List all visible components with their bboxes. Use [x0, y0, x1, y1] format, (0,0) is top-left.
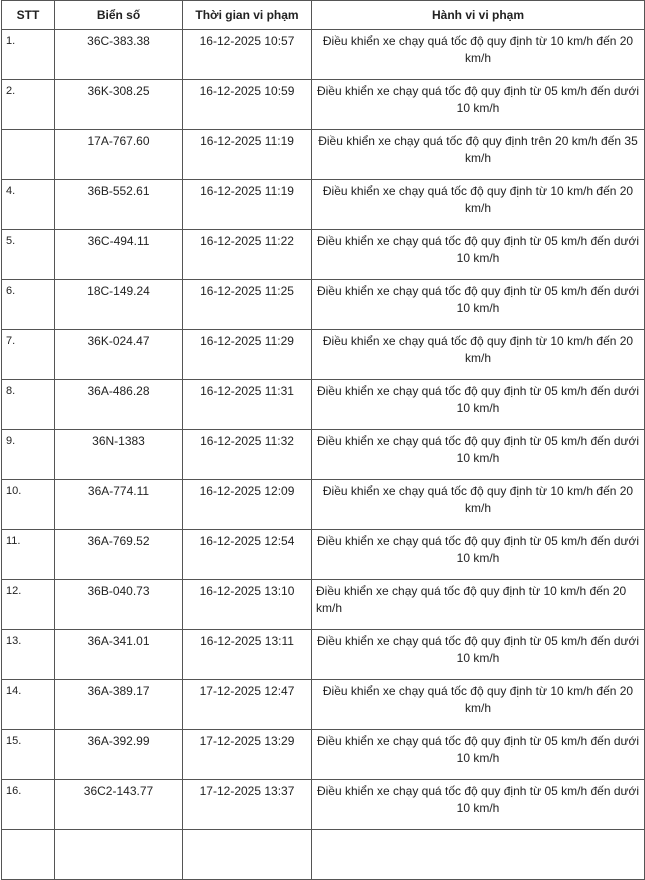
header-time: Thời gian vi phạm	[183, 1, 312, 30]
row-stt: 15.	[2, 730, 55, 780]
row-plate: 36A-389.17	[55, 680, 183, 730]
row-violation: Điều khiển xe chạy quá tốc độ quy định từ 05 km/h đến dưới 10 km/h	[312, 430, 645, 480]
row-plate: 36A-486.28	[55, 380, 183, 430]
row-time: 16-12-2025 11:25	[183, 280, 312, 330]
row-stt: 9.	[2, 430, 55, 480]
row-time: 16-12-2025 10:59	[183, 80, 312, 130]
row-time: 16-12-2025 10:57	[183, 30, 312, 80]
row-stt: 16.	[2, 780, 55, 830]
row-violation: Điều khiển xe chạy quá tốc độ quy định từ 10 km/h đến 20 km/h	[312, 30, 645, 80]
row-time	[183, 830, 312, 880]
row-violation: Điều khiển xe chạy quá tốc độ quy định từ 05 km/h đến dưới 10 km/h	[312, 630, 645, 680]
row-violation: Điều khiển xe chạy quá tốc độ quy định trên 20 km/h đến 35 km/h	[312, 130, 645, 180]
row-stt: 12.	[2, 580, 55, 630]
row-plate: 17A-767.60	[55, 130, 183, 180]
row-time: 16-12-2025 12:54	[183, 530, 312, 580]
row-plate: 36A-774.11	[55, 480, 183, 530]
row-violation: Điều khiển xe chạy quá tốc độ quy định từ 10 km/h đến 20 km/h	[312, 180, 645, 230]
row-time: 17-12-2025 12:47	[183, 680, 312, 730]
row-plate: 36A-392.99	[55, 730, 183, 780]
row-violation: Điều khiển xe chạy quá tốc độ quy định từ 10 km/h đến 20 km/h	[312, 330, 645, 380]
table-row	[2, 380, 645, 430]
row-stt: 6.	[2, 280, 55, 330]
header-plate: Biển số	[55, 1, 183, 30]
row-plate: 36C-383.38	[55, 30, 183, 80]
table-row	[2, 830, 645, 880]
row-violation: Điều khiển xe chạy quá tốc độ quy định từ 05 km/h đến dưới 10 km/h	[312, 380, 645, 430]
row-plate	[55, 830, 183, 880]
header-stt: STT	[2, 1, 55, 30]
row-violation: Điều khiển xe chạy quá tốc độ quy định từ 10 km/h đến 20 km/h	[312, 680, 645, 730]
row-time: 16-12-2025 11:29	[183, 330, 312, 380]
row-plate: 36B-552.61	[55, 180, 183, 230]
table-row	[2, 30, 645, 80]
row-plate: 36N-1383	[55, 430, 183, 480]
row-stt: 8.	[2, 380, 55, 430]
row-stt: 2.	[2, 80, 55, 130]
row-plate: 36K-308.25	[55, 80, 183, 130]
row-violation: Điều khiển xe chạy quá tốc độ quy định từ 05 km/h đến dưới 10 km/h	[312, 780, 645, 830]
row-time: 17-12-2025 13:29	[183, 730, 312, 780]
row-time: 16-12-2025 11:31	[183, 380, 312, 430]
table-row	[2, 730, 645, 780]
row-time: 16-12-2025 11:19	[183, 130, 312, 180]
row-violation: Điều khiển xe chạy quá tốc độ quy định từ 05 km/h đến dưới 10 km/h	[312, 80, 645, 130]
row-stt: 7.	[2, 330, 55, 380]
row-plate: 36K-024.47	[55, 330, 183, 380]
row-stt: 13.	[2, 630, 55, 680]
table-row	[2, 280, 645, 330]
row-plate: 18C-149.24	[55, 280, 183, 330]
row-time: 16-12-2025 13:11	[183, 630, 312, 680]
table-row	[2, 480, 645, 530]
table-header-row	[2, 1, 645, 30]
table-body	[2, 30, 645, 880]
row-stt: 4.	[2, 180, 55, 230]
table-row	[2, 80, 645, 130]
row-stt	[2, 130, 55, 180]
row-stt	[2, 830, 55, 880]
row-plate: 36C-494.11	[55, 230, 183, 280]
row-stt: 11.	[2, 530, 55, 580]
row-violation: Điều khiển xe chạy quá tốc độ quy định từ 05 km/h đến dưới 10 km/h	[312, 230, 645, 280]
violations-table	[1, 0, 645, 880]
table-row	[2, 580, 645, 630]
table-row	[2, 130, 645, 180]
table-row	[2, 330, 645, 380]
row-stt: 5.	[2, 230, 55, 280]
row-plate: 36A-341.01	[55, 630, 183, 680]
table-row	[2, 180, 645, 230]
table-row	[2, 630, 645, 680]
row-plate: 36A-769.52	[55, 530, 183, 580]
row-plate: 36B-040.73	[55, 580, 183, 630]
table-row	[2, 780, 645, 830]
row-violation: Điều khiển xe chạy quá tốc độ quy định từ 05 km/h đến dưới 10 km/h	[312, 280, 645, 330]
header-violation: Hành vi vi phạm	[312, 1, 645, 30]
row-stt: 14.	[2, 680, 55, 730]
row-time: 16-12-2025 11:22	[183, 230, 312, 280]
table-row	[2, 430, 645, 480]
table-row	[2, 230, 645, 280]
row-plate: 36C2-143.77	[55, 780, 183, 830]
table-row	[2, 530, 645, 580]
row-violation: Điều khiển xe chạy quá tốc độ quy định từ 05 km/h đến dưới 10 km/h	[312, 530, 645, 580]
row-violation: Điều khiển xe chạy quá tốc độ quy định từ 05 km/h đến dưới 10 km/h	[312, 730, 645, 780]
row-time: 17-12-2025 13:37	[183, 780, 312, 830]
row-violation: Điều khiển xe chạy quá tốc độ quy định từ 10 km/h đến 20 km/h	[312, 580, 645, 630]
row-stt: 1.	[2, 30, 55, 80]
row-time: 16-12-2025 11:19	[183, 180, 312, 230]
row-violation: Điều khiển xe chạy quá tốc độ quy định từ 10 km/h đến 20 km/h	[312, 480, 645, 530]
row-time: 16-12-2025 12:09	[183, 480, 312, 530]
row-time: 16-12-2025 13:10	[183, 580, 312, 630]
row-stt: 10.	[2, 480, 55, 530]
table-row	[2, 680, 645, 730]
row-time: 16-12-2025 11:32	[183, 430, 312, 480]
row-violation	[312, 830, 645, 880]
